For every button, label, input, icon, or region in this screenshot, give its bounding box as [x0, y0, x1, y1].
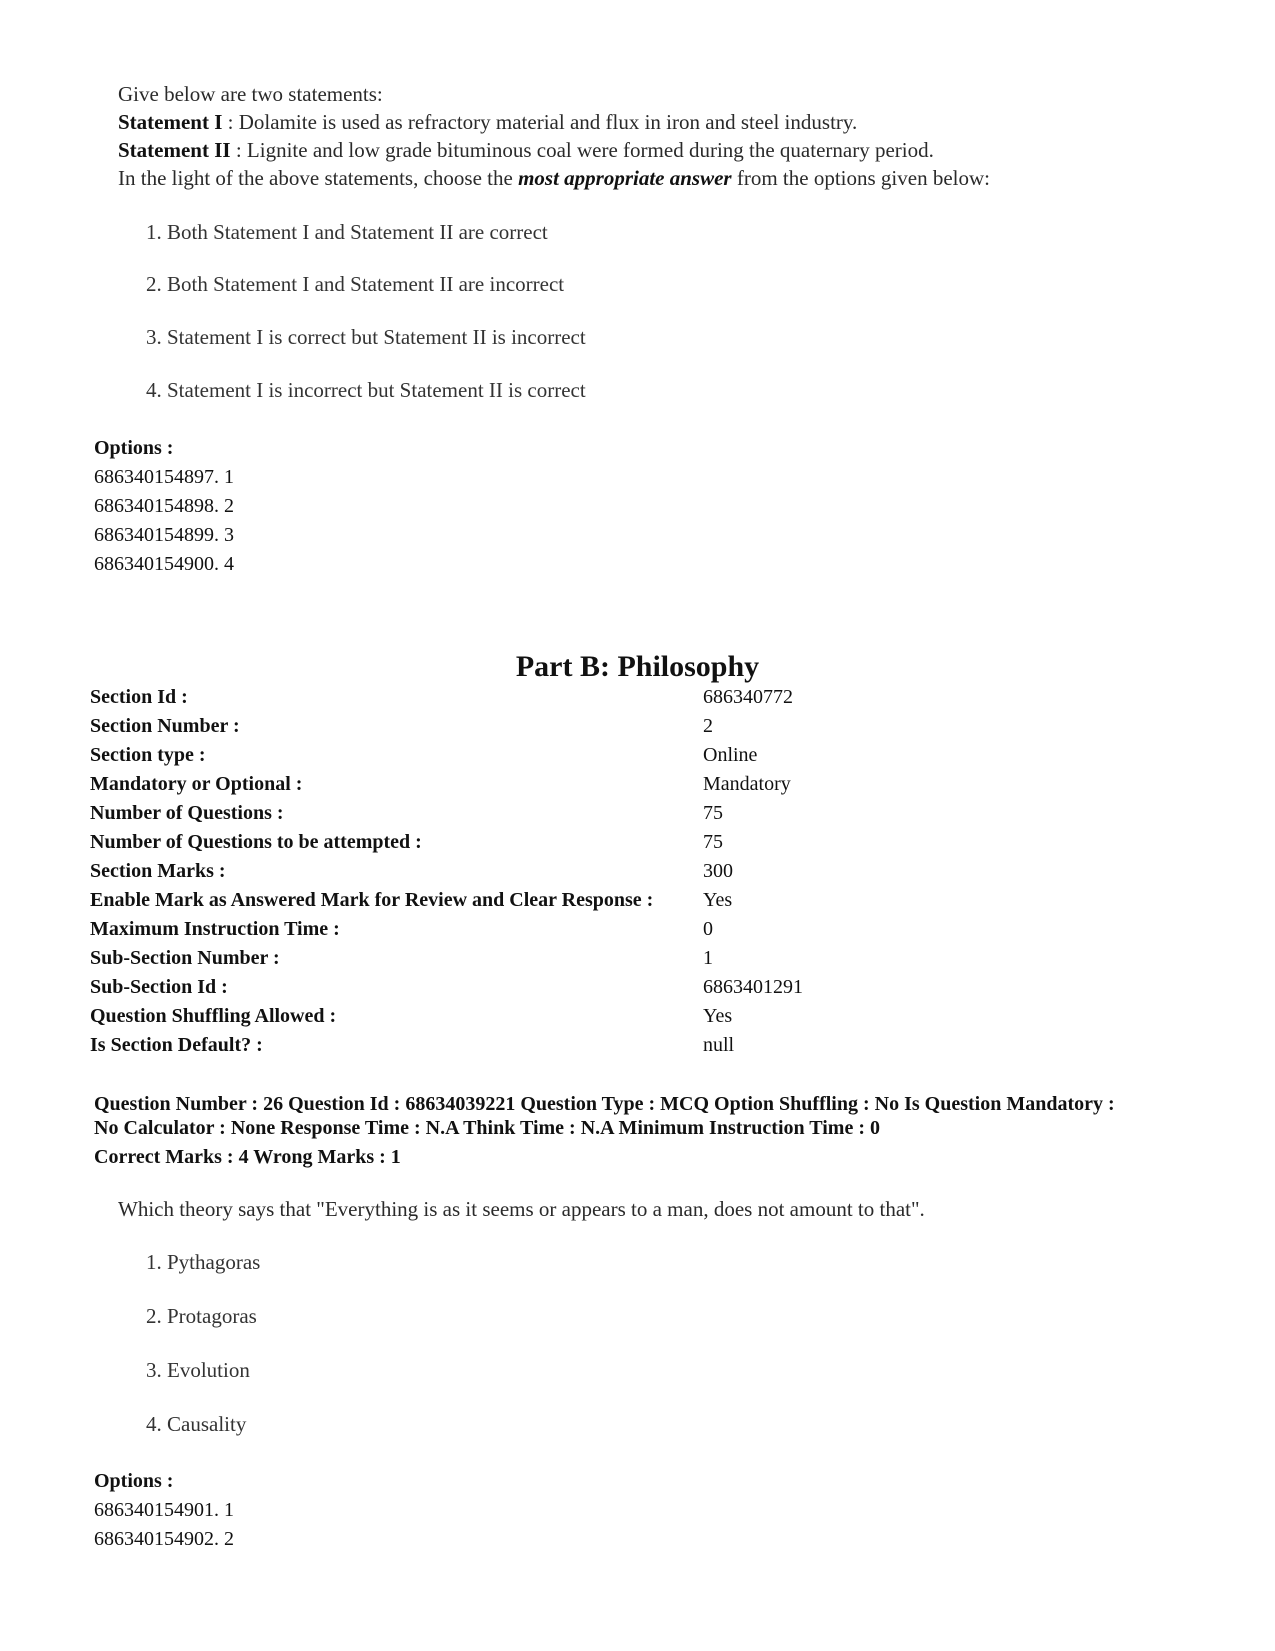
q26-choice-3: 3. Evolution: [146, 1358, 250, 1382]
section-row-value: 6863401291: [703, 976, 803, 998]
section-row: [90, 1005, 1190, 1033]
part-title: Part B: Philosophy: [515, 650, 760, 683]
q26-option-2: 686340154902. 2: [94, 1528, 234, 1550]
q25-statement-1-label: Statement I: [118, 110, 223, 134]
q26-header-line-2: No Calculator : None Response Time : N.A Think Time : N.A Minimum Instruction Time : 0: [94, 1117, 880, 1139]
section-row-key: Section type :: [90, 744, 206, 766]
q25-instruction-pre: In the light of the above statements, choose the: [118, 166, 519, 190]
q25-choice-2: 2. Both Statement I and Statement II are incorrect: [146, 272, 565, 296]
q26-option-1: 686340154901. 1: [94, 1499, 234, 1521]
section-row: [90, 686, 1190, 714]
section-row-key: Enable Mark as Answered Mark for Review and Clear Response :: [90, 889, 654, 911]
section-row-key: Sub-Section Number :: [90, 947, 280, 969]
q26-options-label: Options :: [94, 1470, 174, 1492]
section-row: [90, 715, 1190, 743]
section-row-value: null: [703, 1034, 735, 1056]
q26-header-line-1: Question Number : 26 Question Id : 68634039221 Question Type : MCQ Option Shuffling : No Is Question Mandatory :: [94, 1093, 1115, 1115]
section-row-key: Section Marks :: [90, 860, 226, 882]
q25-intro: [118, 80, 383, 108]
section-row-key: Number of Questions :: [90, 802, 284, 824]
section-row-key: Section Number :: [90, 715, 240, 737]
section-row-value: Mandatory: [703, 773, 791, 795]
q25-options-label: Options :: [94, 437, 174, 459]
section-row-key: Section Id :: [90, 686, 188, 708]
section-row-value: 75: [703, 802, 723, 824]
section-row-value: 75: [703, 831, 723, 853]
section-row: [90, 918, 1190, 946]
section-row-key: Number of Questions to be attempted :: [90, 831, 422, 853]
section-row-key: Maximum Instruction Time :: [90, 918, 340, 940]
q25-choice-3: 3. Statement I is correct but Statement II is incorrect: [146, 325, 586, 349]
section-row: [90, 802, 1190, 830]
section-row: [90, 831, 1190, 859]
q25-choice-1: 1. Both Statement I and Statement II are correct: [146, 220, 548, 244]
q25-statement-2-label: Statement II: [118, 138, 231, 162]
section-row: [90, 1034, 1190, 1062]
section-row-value: Yes: [703, 889, 733, 911]
q26-choice-4: 4. Causality: [146, 1412, 247, 1436]
q26-choice-1: 1. Pythagoras: [146, 1250, 261, 1274]
q25-choice-4: 4. Statement I is incorrect but Statement II is correct: [146, 378, 586, 402]
section-row: [90, 947, 1190, 975]
section-row-value: 0: [703, 918, 713, 940]
section-row: [90, 773, 1190, 801]
q25-instruction-post: from the options given below:: [731, 166, 990, 190]
section-row-key: Sub-Section Id :: [90, 976, 228, 998]
q25-intro-text: Give below are two statements:: [118, 82, 383, 106]
section-row-value: Yes: [703, 1005, 733, 1027]
section-row-value: 1: [703, 947, 713, 969]
section-row-key: Question Shuffling Allowed :: [90, 1005, 337, 1027]
section-row-key: Is Section Default? :: [90, 1034, 263, 1056]
q26-header-line-3: Correct Marks : 4 Wrong Marks : 1: [94, 1146, 401, 1168]
q25-option-1: 686340154897. 1: [94, 466, 234, 488]
q25-statement-1: [118, 108, 857, 136]
q25-instruction: [118, 164, 990, 192]
section-row-key: Mandatory or Optional :: [90, 773, 303, 795]
q25-instruction-emphasis: most appropriate answer: [518, 166, 732, 190]
q26-question-text: Which theory says that "Everything is as it seems or appears to a man, does not amount to that".: [118, 1197, 925, 1221]
q25-option-4: 686340154900. 4: [94, 553, 234, 575]
section-row-value: 686340772: [703, 686, 793, 708]
section-row: [90, 744, 1190, 772]
section-row: [90, 889, 1190, 917]
section-row: [90, 976, 1190, 1004]
q25-option-3: 686340154899. 3: [94, 524, 234, 546]
section-row-value: 2: [703, 715, 713, 737]
section-row: [90, 860, 1190, 888]
q25-option-2: 686340154898. 2: [94, 495, 234, 517]
q25-statement-2-text: : Lignite and low grade bituminous coal were formed during the quaternary period.: [230, 138, 934, 162]
q26-choice-2: 2. Protagoras: [146, 1304, 257, 1328]
q25-statement-1-text: : Dolamite is used as refractory material and flux in iron and steel industry.: [222, 110, 858, 134]
section-row-value: Online: [703, 744, 758, 766]
section-row-value: 300: [703, 860, 733, 882]
q25-statement-2: [118, 136, 934, 164]
